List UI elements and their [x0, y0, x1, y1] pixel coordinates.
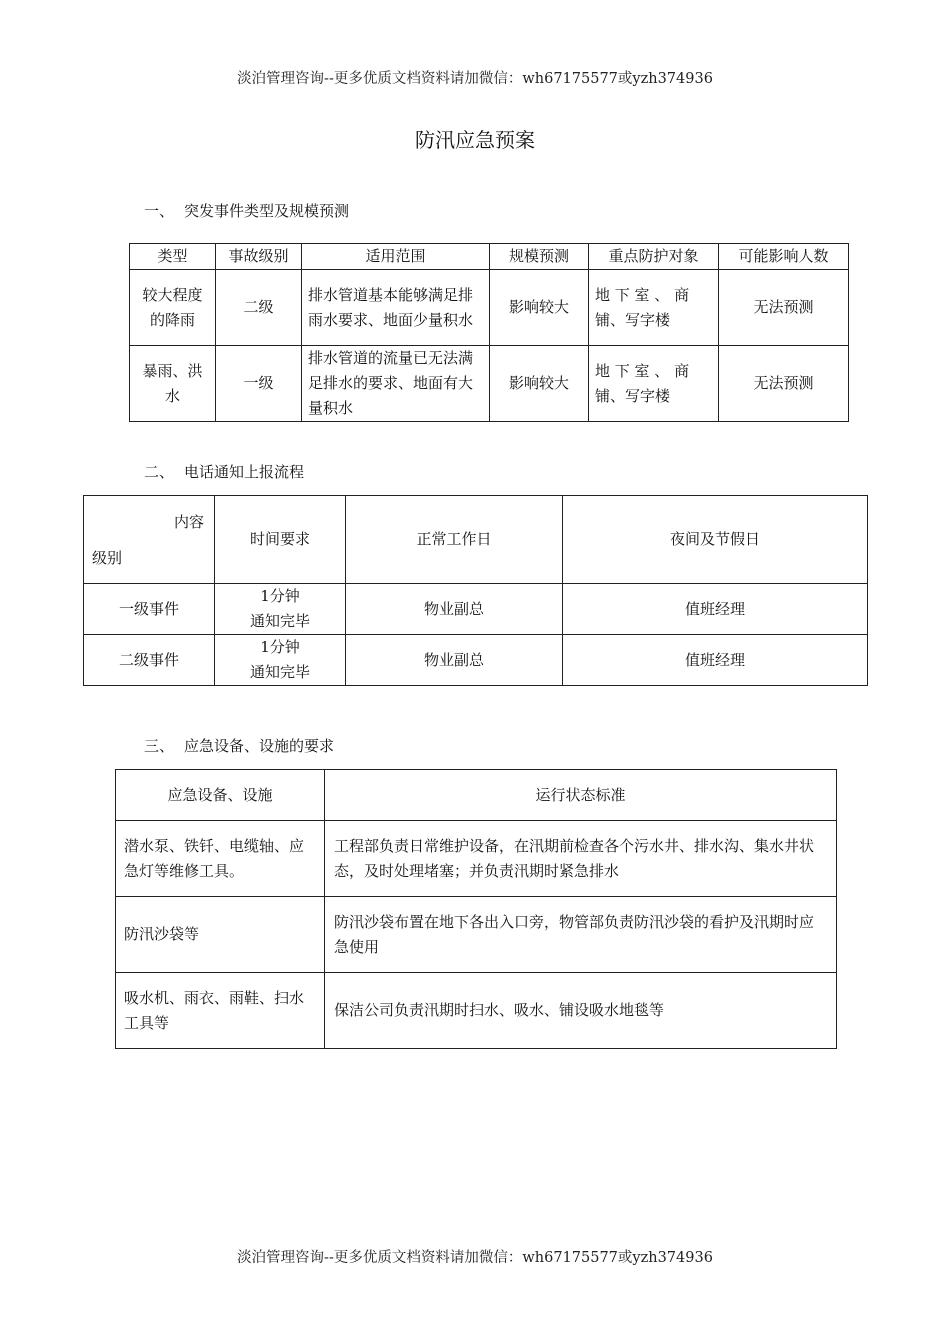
table-row — [130, 346, 849, 422]
standard-cell: 工程部负责日常维护设备，在汛期前检查各个污水井、排水沟、集水井状态，及时处理堵塞；并负责汛期时紧急排水 — [325, 821, 837, 897]
column-header: 重点防护对象 — [589, 244, 719, 270]
table-header-row — [116, 770, 837, 821]
table-row — [84, 635, 868, 686]
column-header: 运行状态标准 — [325, 770, 837, 821]
section-3-heading — [144, 735, 334, 756]
column-header: 可能影响人数 — [719, 244, 849, 270]
section-1-number: 一、 — [144, 202, 175, 220]
time-line-1: 1分钟 — [260, 587, 300, 605]
table-row — [116, 897, 837, 973]
column-header: 应急设备、设施 — [116, 770, 325, 821]
column-header: 正常工作日 — [346, 496, 563, 584]
corner-content-label: 内容 — [173, 513, 204, 531]
targets-cell: 地 下 室 、 商铺、写字楼 — [589, 270, 719, 346]
column-header: 类型 — [130, 244, 216, 270]
standard-cell: 保洁公司负责汛期时扫水、吸水、铺设吸水地毯等 — [325, 973, 837, 1049]
people-cell: 无法预测 — [719, 346, 849, 422]
table-row — [130, 270, 849, 346]
event-level-cell: 一级事件 — [84, 584, 215, 635]
table-header-row — [130, 244, 849, 270]
event-type-table — [129, 243, 849, 422]
workday-contact-cell: 物业副总 — [346, 635, 563, 686]
holiday-contact-cell: 值班经理 — [563, 584, 868, 635]
column-header: 时间要求 — [215, 496, 346, 584]
event-level-cell: 二级事件 — [84, 635, 215, 686]
table-header-row — [84, 496, 868, 584]
section-1-heading — [144, 200, 349, 221]
event-level-cell: 二级 — [216, 270, 302, 346]
column-header: 适用范围 — [302, 244, 490, 270]
corner-header-cell — [84, 496, 215, 584]
page-footer: 淡泊管理咨询--更多优质文档资料请加微信：wh67175577或yzh374936 — [237, 1250, 713, 1266]
event-level-cell: 一级 — [216, 346, 302, 422]
people-cell: 无法预测 — [719, 270, 849, 346]
workday-contact-cell: 物业副总 — [346, 584, 563, 635]
standard-cell: 防汛沙袋布置在地下各出入口旁，物管部负责防汛沙袋的看护及汛期时应急使用 — [325, 897, 837, 973]
page-title: 防汛应急预案 — [415, 128, 535, 152]
column-header: 夜间及节假日 — [563, 496, 868, 584]
section-2-number: 二、 — [144, 463, 175, 481]
section-2-title: 电话通知上报流程 — [184, 463, 305, 481]
table-row — [116, 821, 837, 897]
page-header: 淡泊管理咨询--更多优质文档资料请加微信：wh67175577或yzh374936 — [237, 71, 713, 87]
scale-cell: 影响较大 — [490, 270, 589, 346]
equipment-cell: 防汛沙袋等 — [116, 897, 325, 973]
equipment-table — [115, 769, 837, 1049]
corner-level-label: 级别 — [92, 549, 123, 567]
section-1-title: 突发事件类型及规模预测 — [184, 202, 350, 220]
holiday-contact-cell: 值班经理 — [563, 635, 868, 686]
targets-cell: 地 下 室 、 商铺、写字楼 — [589, 346, 719, 422]
section-3-title: 应急设备、设施的要求 — [184, 737, 335, 755]
section-3-number: 三、 — [144, 737, 175, 755]
equipment-cell: 潜水泵、铁钎、电缆轴、应急灯等维修工具。 — [116, 821, 325, 897]
event-type-cell: 较大程度的降雨 — [130, 270, 216, 346]
column-header: 规模预测 — [490, 244, 589, 270]
table-row — [84, 584, 868, 635]
notification-table — [83, 495, 868, 686]
event-type-cell: 暴雨、洪水 — [130, 346, 216, 422]
time-requirement-cell — [215, 584, 346, 635]
scale-cell: 影响较大 — [490, 346, 589, 422]
scope-cell: 排水管道基本能够满足排雨水要求、地面少量积水 — [302, 270, 490, 346]
time-line-2: 通知完毕 — [249, 612, 310, 630]
equipment-cell: 吸水机、雨衣、雨鞋、扫水工具等 — [116, 973, 325, 1049]
time-line-2: 通知完毕 — [249, 663, 310, 681]
time-requirement-cell — [215, 635, 346, 686]
section-2-heading — [144, 461, 304, 482]
column-header: 事故级别 — [216, 244, 302, 270]
time-line-1: 1分钟 — [260, 638, 300, 656]
scope-cell: 排水管道的流量已无法满足排水的要求、地面有大量积水 — [302, 346, 490, 422]
table-row — [116, 973, 837, 1049]
